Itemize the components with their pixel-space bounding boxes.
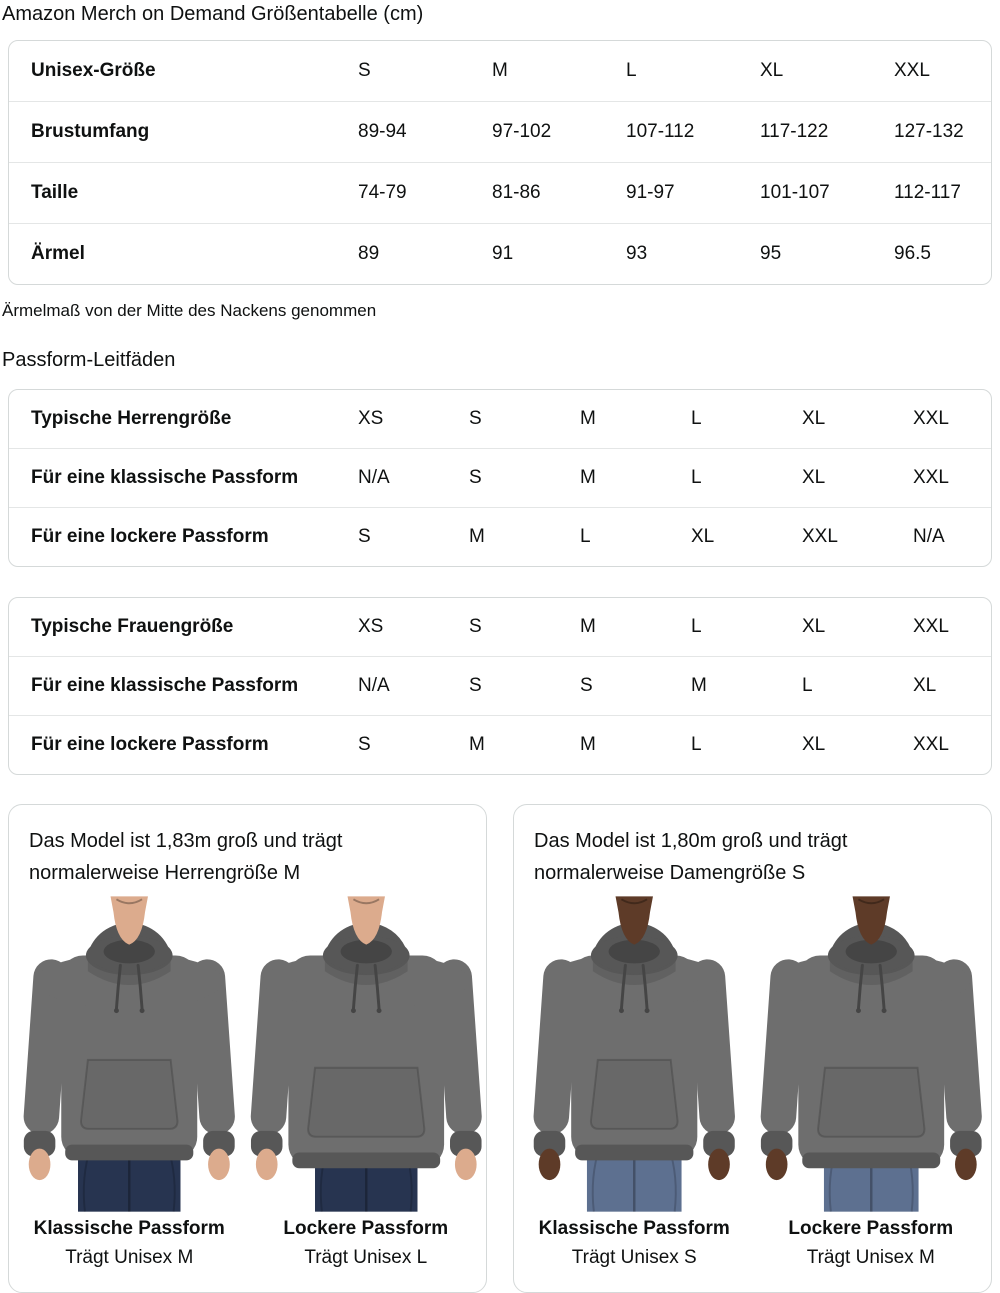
table-cell: 97-102 bbox=[492, 121, 552, 142]
model-photo bbox=[516, 895, 753, 1213]
table-cell: 89 bbox=[358, 243, 380, 264]
model-description: Das Model ist 1,83m groß und trägt normalerweise Herrengröße M bbox=[29, 830, 343, 884]
table-row bbox=[9, 390, 991, 448]
row-label: Ärmel bbox=[31, 243, 85, 264]
table-cell: XL bbox=[691, 526, 715, 547]
table-cell: 74-79 bbox=[358, 182, 407, 203]
table-cell: XXL bbox=[913, 616, 949, 637]
size-label: Trägt Unisex L bbox=[304, 1247, 428, 1268]
table-row bbox=[9, 41, 991, 101]
table-cell: M bbox=[691, 675, 707, 696]
table-cell: XXL bbox=[802, 526, 838, 547]
row-label: Typische Frauengröße bbox=[31, 616, 234, 637]
table-cell: L bbox=[802, 675, 813, 696]
unisex-size-table bbox=[8, 40, 992, 285]
table-cell: 112-117 bbox=[894, 182, 961, 203]
table-row bbox=[9, 598, 991, 656]
sleeve-measure-note: Ärmelmaß von der Mitte des Nackens genommen bbox=[2, 301, 377, 320]
table-cell: XXL bbox=[913, 467, 949, 488]
table-cell: 96.5 bbox=[894, 243, 931, 264]
table-cell: M bbox=[580, 408, 596, 429]
table-row bbox=[9, 448, 991, 507]
row-label: Für eine klassische Passform bbox=[31, 467, 299, 488]
table-cell: XS bbox=[358, 408, 384, 429]
table-cell: 101-107 bbox=[760, 182, 830, 203]
row-label: Unisex-Größe bbox=[31, 60, 156, 81]
table-cell: 107-112 bbox=[626, 121, 695, 142]
table-cell: S bbox=[469, 408, 482, 429]
table-cell: L bbox=[580, 526, 591, 547]
table-cell: 95 bbox=[760, 243, 782, 264]
row-label: Typische Herrengröße bbox=[31, 408, 232, 429]
table-cell: S bbox=[469, 675, 482, 696]
table-cell: 127-132 bbox=[894, 121, 964, 142]
table-cell: S bbox=[358, 734, 371, 755]
table-cell: M bbox=[469, 526, 485, 547]
table-cell: M bbox=[580, 467, 596, 488]
table-cell: M bbox=[580, 616, 596, 637]
table-cell: M bbox=[580, 734, 596, 755]
figure-loose-fit bbox=[248, 895, 485, 1270]
model-cards bbox=[8, 804, 992, 1293]
model-photo bbox=[753, 895, 990, 1213]
table-cell: 93 bbox=[626, 243, 648, 264]
mens-fit-table bbox=[8, 389, 992, 567]
table-row bbox=[9, 162, 991, 223]
table-cell: S bbox=[469, 467, 482, 488]
table-cell: S bbox=[358, 60, 371, 81]
table-cell: XL bbox=[913, 675, 937, 696]
table-row bbox=[9, 656, 991, 715]
table-cell: XL bbox=[760, 60, 784, 81]
mens-model-card bbox=[8, 804, 487, 1293]
table-row bbox=[9, 715, 991, 774]
table-row bbox=[9, 101, 991, 162]
figure-classic-fit bbox=[516, 895, 753, 1270]
table-cell: L bbox=[691, 408, 702, 429]
table-cell: XXL bbox=[894, 60, 930, 81]
table-cell: L bbox=[626, 60, 637, 81]
womens-model-card bbox=[513, 804, 992, 1293]
fit-label: Klassische Passform bbox=[33, 1218, 225, 1239]
table-cell: M bbox=[492, 60, 508, 81]
page-title: Amazon Merch on Demand Größentabelle (cm) bbox=[2, 3, 424, 25]
table-cell: XXL bbox=[913, 734, 949, 755]
table-cell: S bbox=[580, 675, 593, 696]
table-cell: S bbox=[469, 616, 482, 637]
table-cell: N/A bbox=[358, 467, 390, 488]
table-cell: XXL bbox=[913, 408, 949, 429]
model-photos-row bbox=[516, 895, 989, 1270]
fit-label: Klassische Passform bbox=[538, 1218, 730, 1239]
fit-label: Lockere Passform bbox=[283, 1218, 449, 1239]
table-cell: M bbox=[469, 734, 485, 755]
table-cell: XL bbox=[802, 616, 826, 637]
row-label: Für eine klassische Passform bbox=[31, 675, 299, 696]
table-cell: L bbox=[691, 734, 702, 755]
table-row bbox=[9, 507, 991, 566]
model-description: Das Model ist 1,80m groß und trägt normalerweise Damengröße S bbox=[534, 830, 848, 884]
womens-fit-table bbox=[8, 597, 992, 775]
fit-guides-heading: Passform-Leitfäden bbox=[2, 349, 176, 371]
table-cell: L bbox=[691, 616, 702, 637]
model-photos-row bbox=[11, 895, 484, 1270]
size-label: Trägt Unisex M bbox=[806, 1247, 935, 1268]
table-cell: N/A bbox=[913, 526, 945, 547]
table-cell: L bbox=[691, 467, 702, 488]
table-cell: XL bbox=[802, 408, 826, 429]
row-label: Brustumfang bbox=[31, 121, 150, 142]
fit-label: Lockere Passform bbox=[788, 1218, 954, 1239]
model-photo bbox=[11, 895, 248, 1213]
table-cell: S bbox=[358, 526, 371, 547]
table-cell: 91 bbox=[492, 243, 514, 264]
table-cell: 81-86 bbox=[492, 182, 541, 203]
table-cell: N/A bbox=[358, 675, 390, 696]
row-label: Taille bbox=[31, 182, 79, 203]
table-cell: XS bbox=[358, 616, 384, 637]
row-label: Für eine lockere Passform bbox=[31, 526, 269, 547]
table-cell: XL bbox=[802, 467, 826, 488]
size-label: Trägt Unisex S bbox=[571, 1247, 697, 1268]
figure-classic-fit bbox=[11, 895, 248, 1270]
table-row bbox=[9, 223, 991, 284]
row-label: Für eine lockere Passform bbox=[31, 734, 269, 755]
size-label: Trägt Unisex M bbox=[65, 1247, 194, 1268]
model-photo bbox=[248, 895, 485, 1213]
table-cell: 89-94 bbox=[358, 121, 407, 142]
table-cell: 117-122 bbox=[760, 121, 829, 142]
table-cell: 91-97 bbox=[626, 182, 675, 203]
figure-loose-fit bbox=[753, 895, 990, 1270]
table-cell: XL bbox=[802, 734, 826, 755]
